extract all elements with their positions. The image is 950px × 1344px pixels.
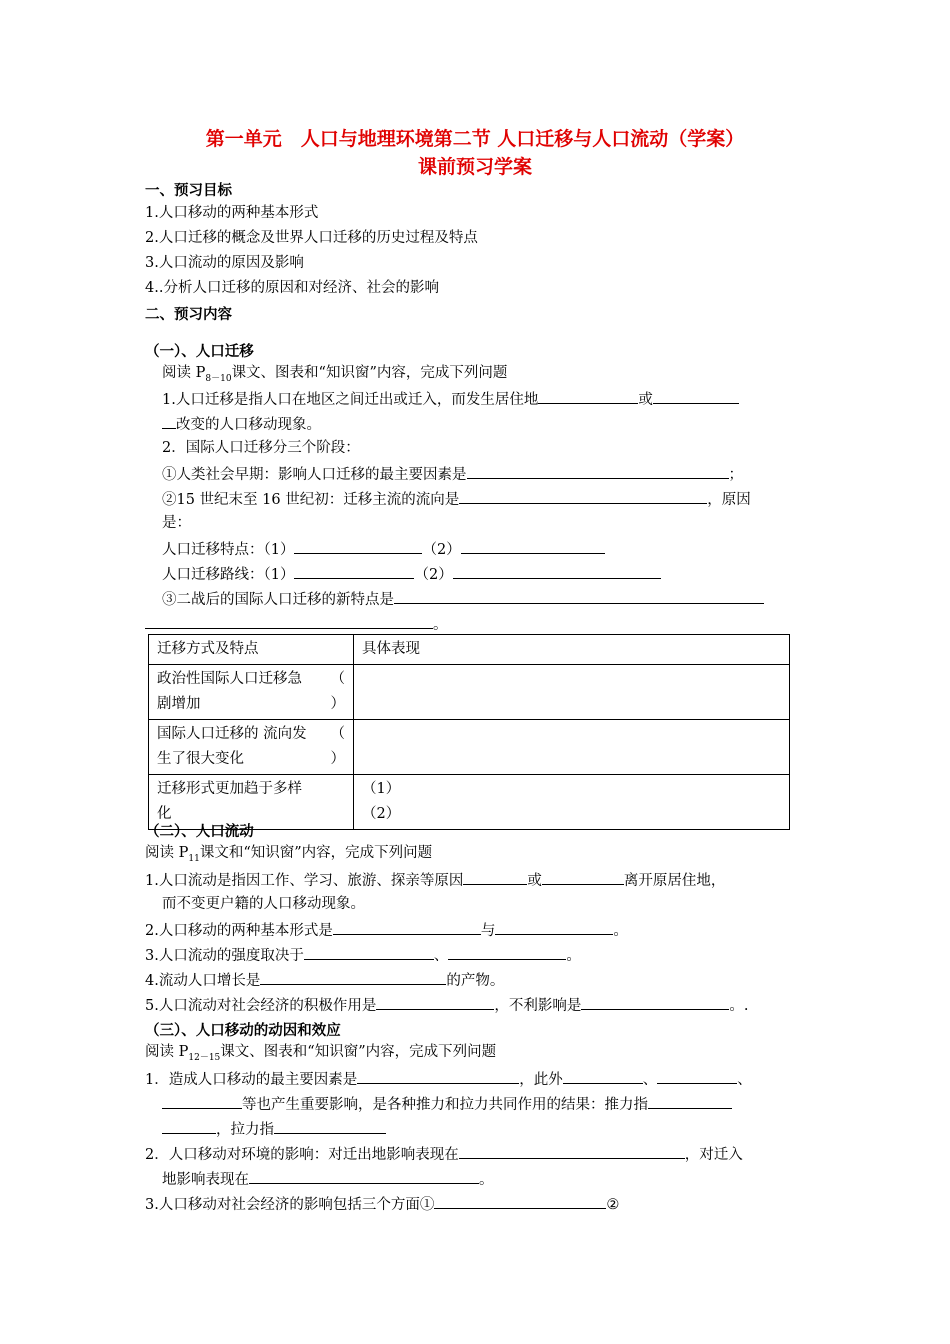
- part3-question-1-cont2: ，拉力指: [162, 1118, 386, 1140]
- part1-question-2-2: ②15 世纪末至 16 世纪初：迁移主流的流向是 ，原因: [162, 488, 751, 510]
- table-row: [149, 665, 790, 720]
- blank-field[interactable]: [448, 944, 566, 960]
- part1-question-2-3: ③二战后的国际人口迁移的新特点是: [162, 588, 764, 610]
- part3-question-2-cont: 地影响表现在 。: [162, 1168, 494, 1190]
- blank-field[interactable]: [434, 1193, 606, 1209]
- blank-field[interactable]: [453, 563, 661, 579]
- blank-field[interactable]: [333, 919, 481, 935]
- blank-field[interactable]: [162, 1118, 216, 1134]
- objective-item-1: 1.人口移动的两种基本形式: [145, 205, 319, 221]
- part2-question-2: 2.人口移动的两种基本形式是 与 。: [145, 919, 628, 941]
- part1-question-2-2-cont: 是：: [162, 515, 191, 531]
- migration-routes: 人口迁移路线：（1） （2）: [162, 563, 661, 585]
- blank-field[interactable]: [657, 1068, 737, 1084]
- blank-field[interactable]: [249, 1168, 479, 1184]
- part3-question-2: 2．人口移动对环境的影响：对迁出地影响表现在 ，对迁入: [145, 1143, 743, 1165]
- table-header: 具体表现: [354, 635, 790, 665]
- blank-field[interactable]: [274, 1118, 386, 1134]
- part2-reading-instruction: 阅读 $P_{11}$课文和“知识窗”内容，完成下列问题: [145, 845, 433, 864]
- blank-field[interactable]: [461, 538, 605, 554]
- table-header-row: [149, 635, 790, 665]
- blank-field[interactable]: [357, 1068, 519, 1084]
- table-cell: 政治性国际人口迁移急 （ 剧增加 ）: [149, 665, 354, 720]
- blank-field[interactable]: [304, 944, 434, 960]
- blank-field[interactable]: [495, 919, 613, 935]
- part2-question-3: 3.人口流动的强度取决于 、 。: [145, 944, 581, 966]
- objective-item-3: 3.人口流动的原因及影响: [145, 255, 304, 271]
- part2-question-1: 1.人口流动是指因工作、学习、旅游、探亲等原因 或 离开原居住地，: [145, 869, 725, 891]
- objective-item-4: 4..分析人口迁移的原因和对经济、社会的影响: [145, 280, 439, 296]
- table-cell[interactable]: （1） （2）: [354, 775, 790, 830]
- part1-question-1: 1.人口迁移是指人口在地区之间迁出或迁入，而发生居住地 或: [162, 388, 739, 410]
- objective-item-2: 2.人口迁移的概念及世界人口迁移的历史过程及特点: [145, 230, 478, 246]
- blank-field[interactable]: [376, 994, 494, 1010]
- blank-field[interactable]: [394, 588, 764, 604]
- blank-field[interactable]: [162, 413, 176, 429]
- part3-reading-instruction: 阅读 $P_{12-15}$课文、图表和“知识窗”内容，完成下列问题: [145, 1044, 497, 1063]
- blank-field[interactable]: [467, 463, 729, 479]
- table-header: 迁移方式及特点: [149, 635, 354, 665]
- part3-question-3: 3.人口移动对社会经济的影响包括三个方面① ②: [145, 1193, 619, 1215]
- part2-question-5: 5.人口流动对社会经济的积极作用是 ，不利影响是 。.: [145, 994, 748, 1016]
- blank-field[interactable]: [648, 1093, 732, 1109]
- table-cell: 迁移形式更加趋于多样 化: [149, 775, 354, 830]
- page-subtitle: 课前预习学案: [417, 156, 532, 178]
- blank-field[interactable]: [145, 613, 433, 629]
- blank-field[interactable]: [459, 488, 707, 504]
- part3-question-1-cont: 等也产生重要影响，是各种推力和拉力共同作用的结果：推力指: [162, 1093, 732, 1115]
- section2-heading: 二、预习内容: [145, 307, 232, 323]
- part3-question-1: 1．造成人口移动的最主要因素是 ，此外 、 、: [145, 1068, 752, 1090]
- blank-field[interactable]: [563, 1068, 643, 1084]
- table-cell[interactable]: [354, 665, 790, 720]
- blank-field[interactable]: [581, 994, 729, 1010]
- part1-question-2: 2．国际人口迁移分三个阶段：: [162, 440, 360, 456]
- blank-field[interactable]: [459, 1143, 685, 1159]
- table-cell[interactable]: [354, 720, 790, 775]
- part1-question-1-cont: 改变的人口移动现象。: [162, 413, 321, 435]
- blank-field[interactable]: [463, 869, 527, 885]
- migration-features: 人口迁移特点：（1） （2）: [162, 538, 605, 560]
- blank-field[interactable]: [538, 388, 638, 404]
- part2-question-1-cont: 而不变更户籍的人口移动现象。: [162, 896, 365, 912]
- blank-field[interactable]: [294, 563, 414, 579]
- part1-heading: （一）、人口迁移: [145, 344, 254, 360]
- table-cell: 国际人口迁移的 流向发 （ 生了很大变化 ）: [149, 720, 354, 775]
- section1-heading: 一、预习目标: [145, 183, 232, 199]
- blank-field[interactable]: [542, 869, 624, 885]
- part2-question-4: 4.流动人口增长是 的产物。: [145, 969, 504, 991]
- part2-heading: （二）、人口流动: [145, 824, 254, 840]
- migration-table: [148, 634, 790, 830]
- blank-field[interactable]: [653, 388, 739, 404]
- part1-reading-instruction: 阅读 $P_{8-10}$课文、图表和“知识窗”内容，完成下列问题: [162, 365, 508, 384]
- blank-field[interactable]: [260, 969, 446, 985]
- part1-question-2-1: ①人类社会早期：影响人口迁移的最主要因素是 ；: [162, 463, 743, 485]
- blank-field[interactable]: [294, 538, 422, 554]
- page-title: 第一单元 人口与地理环境第二节 人口迁移与人口流动（学案）: [205, 128, 745, 150]
- table-row: [149, 720, 790, 775]
- part3-heading: （三）、人口移动的动因和效应: [145, 1023, 341, 1039]
- blank-field[interactable]: [162, 1093, 242, 1109]
- part1-question-2-3-cont: 。: [145, 613, 448, 635]
